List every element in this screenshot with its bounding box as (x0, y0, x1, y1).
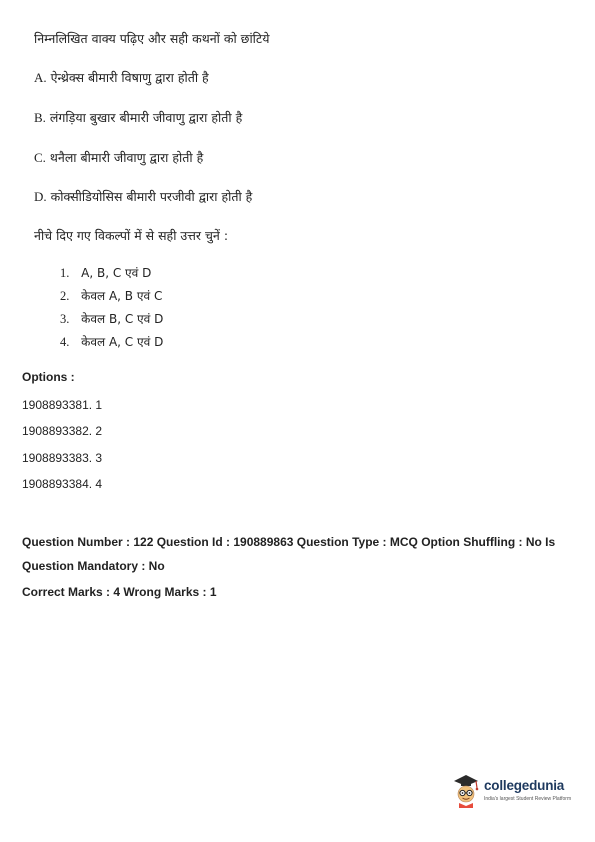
choice-item (60, 310, 163, 333)
statement-c-text: थनैला बीमारी जीवाणु द्वारा होती है (49, 150, 204, 165)
graduate-mascot-icon (450, 772, 482, 808)
statement-c-prefix: C. (34, 150, 46, 165)
brand-tagline: India's largest Student Review Platform (484, 796, 572, 802)
question-meta-line-3: Correct Marks : 4 Wrong Marks : 1 (22, 585, 217, 599)
statement-d-prefix: D. (34, 189, 47, 204)
choice-number: 4. (60, 335, 70, 349)
choice-number: 2. (60, 289, 70, 303)
choice-prompt: नीचे दिए गए विकल्पों में से सही उत्तर चुनें : (34, 228, 229, 243)
answer-choices (60, 264, 163, 356)
statement-c (34, 149, 203, 166)
statement-a-prefix: A. (34, 70, 47, 85)
option-id-3: 1908893383. 3 (22, 451, 103, 465)
statement-b (34, 109, 242, 126)
statement-b-prefix: B. (34, 110, 46, 125)
choice-text: केवल A, C एवं D (81, 335, 164, 349)
question-meta-line-2: Question Mandatory : No (22, 559, 165, 573)
option-id-2: 1908893382. 2 (22, 424, 103, 438)
choice-number: 1. (60, 266, 70, 280)
statement-d (34, 188, 252, 205)
choice-text: A, B, C एवं D (81, 266, 152, 280)
question-meta-line-1: Question Number : 122 Question Id : 190889863 Question Type : MCQ Option Shuffling : No Is (22, 535, 556, 549)
choice-number: 3. (60, 312, 70, 326)
option-id-4: 1908893384. 4 (22, 477, 103, 491)
choice-text: केवल B, C एवं D (81, 312, 164, 326)
choice-item (60, 264, 163, 287)
question-instruction: निम्नलिखित वाक्य पढ़िए और सही कथनों को छांटिये (34, 31, 270, 46)
statement-a (34, 69, 209, 86)
statement-b-text: लंगड़िया बुखार बीमारी जीवाणु द्वारा होती है (49, 110, 243, 125)
statement-d-text: कोक्सीडियोसिस बीमारी परजीवी द्वारा होती है (50, 189, 253, 204)
choice-item (60, 333, 163, 356)
statement-a-text: ऐन्थ्रेक्स बीमारी विषाणु द्वारा होती है (50, 70, 209, 85)
option-id-1: 1908893381. 1 (22, 398, 103, 412)
options-label: Options : (22, 370, 75, 384)
choice-item (60, 287, 163, 310)
choice-text: केवल A, B एवं C (81, 289, 163, 303)
brand-name: collegedunia (484, 778, 565, 793)
collegedunia-logo (450, 772, 585, 812)
